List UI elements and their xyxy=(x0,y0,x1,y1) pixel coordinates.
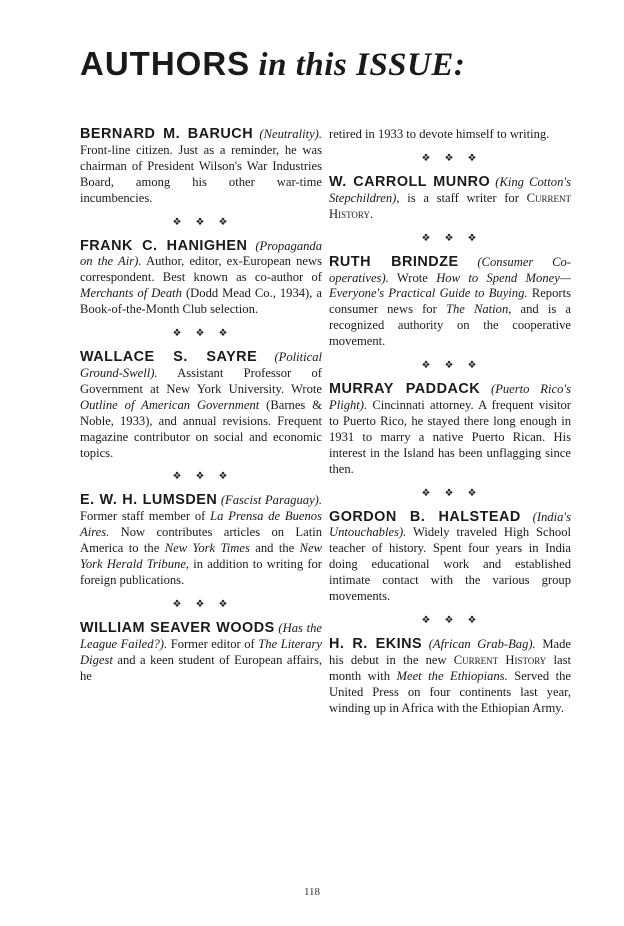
author-bio: retired in 1933 to devote himself to writing. xyxy=(329,127,550,141)
author-name: MURRAY PADDACK xyxy=(329,381,481,398)
ornament-separator: ❖❖❖ xyxy=(421,360,491,372)
author-bio: Now contributes articles on Latin America to the xyxy=(80,525,322,556)
article-title: (King Cotton's Stepchildren), xyxy=(329,174,571,205)
author-bio: (Dodd Mead Co., 1934), a Book-of-the-Month Club selection. xyxy=(80,286,322,317)
author-bio: Made his debut in the new xyxy=(329,636,571,667)
right-column xyxy=(329,127,571,716)
publication-title: La Prensa de Buenos Aires. xyxy=(80,509,323,540)
author-bio: Front-line citizen. Just as a reminder, he was chairman of President Wilson's War Industries Board, among his other war-time incumbencies. xyxy=(80,142,322,205)
author-name: FRANK C. HANIGHEN xyxy=(80,237,248,254)
author-entry-baruch xyxy=(80,127,322,207)
publication-title: New York Times xyxy=(164,541,250,556)
ornament-separator: ❖❖❖ xyxy=(172,598,242,610)
author-name: WILLIAM SEAVER WOODS xyxy=(80,619,275,636)
page-heading xyxy=(80,44,560,85)
article-title: (Political Ground-Swell). xyxy=(80,350,323,380)
ornament-separator: ❖❖❖ xyxy=(172,328,242,340)
author-bio: Served the United Press on four continents last year, winding up in Africa with the Ethiopian Army. xyxy=(329,668,572,715)
author-entry-ekins xyxy=(329,637,571,717)
author-entry-halstead xyxy=(329,510,571,605)
heading-main: AUTHORS xyxy=(80,45,251,82)
book-title: Merchants of Death xyxy=(80,286,182,301)
ornament-separator: ❖❖❖ xyxy=(421,232,491,244)
author-name: WALLACE S. SAYRE xyxy=(80,349,258,366)
ornament-separator: ❖❖❖ xyxy=(172,216,242,228)
article-title-reference: Meet the Ethiopians. xyxy=(396,668,508,683)
author-bio: Former staff member of xyxy=(80,509,211,524)
page-number: 118 xyxy=(303,886,321,898)
author-bio: Widely traveled High School teacher of history. Spent four years in India doing educational work and established intimate contact with the various group movements. xyxy=(329,525,572,604)
author-bio: and the xyxy=(249,541,300,556)
book-title: How to Spend Money—Everyone's Practical Guide to Buying. xyxy=(329,270,571,301)
author-entry-paddack xyxy=(329,382,571,477)
author-bio: Former editor of xyxy=(170,636,259,651)
article-title: (Propaganda on the Air). xyxy=(80,238,323,269)
author-bio: Cincinnati attorney. A frequent visitor to Puerto Rico, he stayed there long enough in 1931 to marry a native Puerto Rican. His interest in the Island has been unflagging since then. xyxy=(329,397,572,476)
article-title: (African Grab-Bag). xyxy=(428,636,536,651)
author-bio: in addition to writing for foreign publications. xyxy=(80,557,323,587)
ornament-separator: ❖❖❖ xyxy=(172,471,242,483)
author-entry-brindze xyxy=(329,255,571,350)
author-bio: Wrote xyxy=(396,270,437,285)
author-entry-munro xyxy=(329,175,571,223)
author-name: W. CARROLL MUNRO xyxy=(329,173,491,190)
book-title: Outline of American Government xyxy=(80,397,260,412)
article-title: (Fascist Paraguay). xyxy=(220,493,322,508)
article-title: (India's Untouchables). xyxy=(329,509,571,540)
article-title: (Puerto Rico's Plight). xyxy=(329,382,571,412)
left-column xyxy=(80,127,322,684)
author-entry-sayre xyxy=(80,350,322,461)
article-title: (Has the League Failed?). xyxy=(80,620,322,651)
author-name: BERNARD M. BARUCH xyxy=(80,126,254,142)
author-bio: Assistant Professor of Government at New York University. Wrote xyxy=(80,365,322,396)
article-title: (Neutrality). xyxy=(259,127,322,141)
author-entry-lumsden xyxy=(80,493,322,588)
publication-title: Current History. xyxy=(329,190,571,221)
publication-title: Current History xyxy=(453,652,547,667)
author-name: RUTH BRINDZE xyxy=(329,253,459,270)
author-bio: Reports consumer news for xyxy=(329,286,571,317)
author-bio: and is a recognized authority on the cooperative movement. xyxy=(329,302,571,349)
publication-title: New York Herald Tribune, xyxy=(80,541,323,572)
author-entry-woods xyxy=(80,621,322,685)
author-bio: Author, editor, ex-European news correspondent. Best known as co-author of xyxy=(80,254,322,285)
author-name: GORDON B. HALSTEAD xyxy=(329,508,521,525)
publication-title: The Literary Digest xyxy=(80,636,322,667)
heading-rest: in this ISSUE: xyxy=(258,47,466,83)
publication-title: The Nation, xyxy=(445,302,512,317)
ornament-separator: ❖❖❖ xyxy=(421,487,491,499)
ornament-separator: ❖❖❖ xyxy=(421,614,491,626)
article-title: (Consumer Co-operatives). xyxy=(329,254,571,285)
author-bio: (Barnes & Noble, 1933), and annual revisions. Frequent magazine contributor on social and economic topics. xyxy=(80,397,323,460)
author-bio: is a staff writer for xyxy=(407,190,527,205)
author-entry-hanighen xyxy=(80,239,322,319)
ornament-separator: ❖❖❖ xyxy=(421,152,491,164)
author-name: H. R. EKINS xyxy=(329,635,423,652)
author-name: E. W. H. LUMSDEN xyxy=(80,492,218,509)
author-bio: and a keen student of European affairs, he xyxy=(80,652,322,683)
author-bio: last month with xyxy=(329,652,571,683)
author-entry-woods-continued xyxy=(329,127,571,143)
